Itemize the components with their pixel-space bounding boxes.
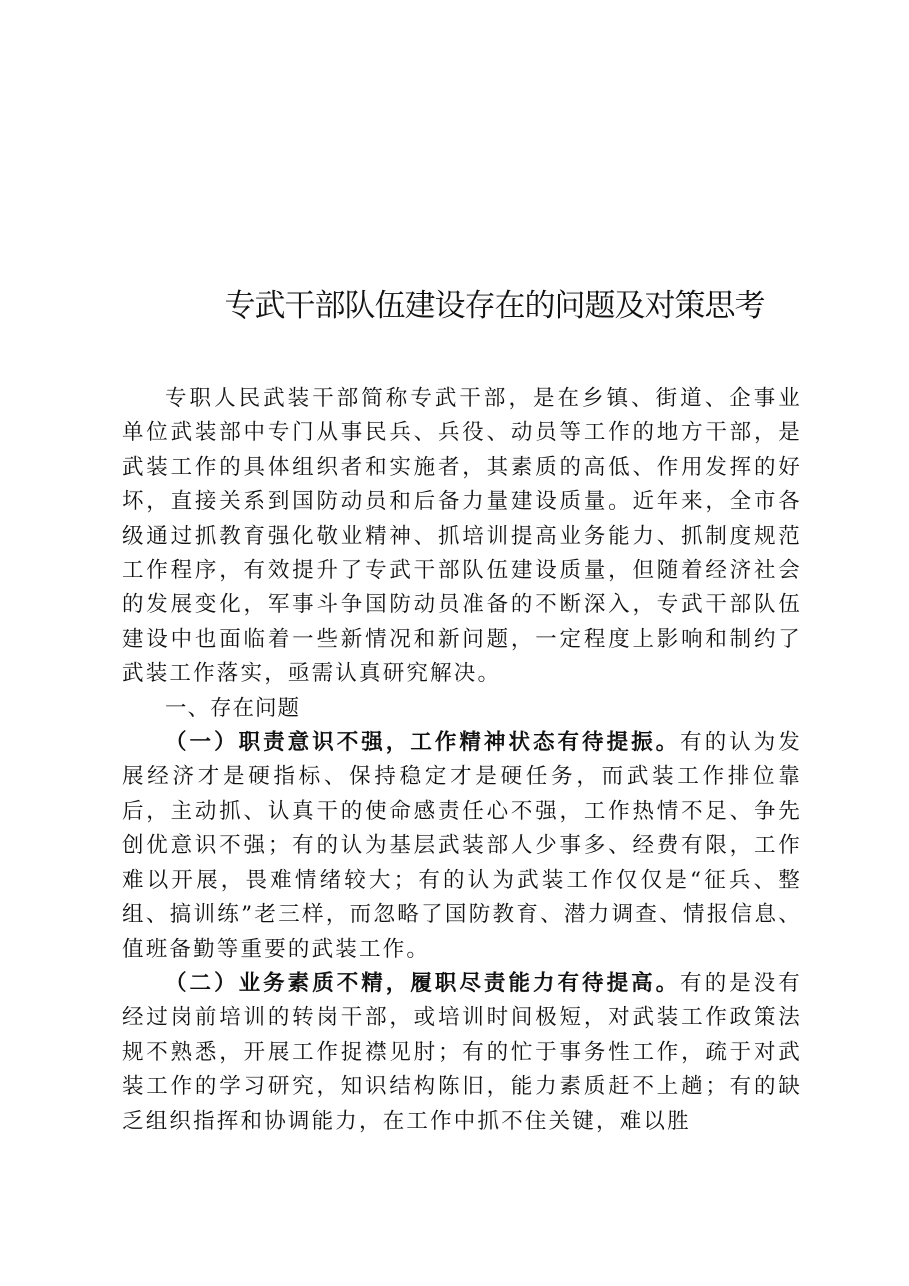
intro-paragraph: 专职人民武装干部简称专武干部，是在乡镇、街道、企事业单位武装部中专门从事民兵、兵役、动员等工作的地方干部，是武装工作的具体组织者和实施者，其素质的高低、作用发挥的好坏，直接关系到国防动员和后备力量建设质量。近年来，全市各级通过抓教育强化敬业精神、抓培训提高业务能力、抓制度规范工作程序，有效提升了专武干部队伍建设质量，但随着经济社会的发展变化，军事斗争国防动员准备的不断深入，专武干部队伍建设中也面临着一些新情况和新问题，一定程度上影响和制约了武装工作落实，亟需认真研究解决。 <box>122 386 802 687</box>
problem-2-body: 有的是没有经过岗前培训的转岗干部，或培训时间极短，对武装工作政策法规不熟悉，开展工作捉襟见肘；有的忙于事务性工作，疏于对武装工作的学习研究，知识结构陈旧，能力素质赶不上趟；有的缺乏组织指挥和协调能力，在工作中抓不住关键，难以胜 <box>122 970 802 1134</box>
problem-paragraph-2 <box>122 967 802 1139</box>
problem-1-body: 有的认为发展经济才是硬指标、保持稳定才是硬任务，而武装工作排位靠后，主动抓、认真干的使命感责任心不强，工作热情不足、争先创优意识不强；有的认为基层武装部人少事多、经费有限，工作难以开展，畏难情绪较大；有的认为武装工作仅仅是“征兵、整组、搞训练”老三样，而忽略了国防教育、潜力调查、情报信息、值班备勤等重要的武装工作。 <box>122 730 802 962</box>
document-body <box>122 382 802 1139</box>
problem-1-heading: （一）职责意识不强，工作精神状态有待提振。 <box>165 730 681 756</box>
problem-2-heading: （二）业务素质不精，履职尽责能力有待提高。 <box>165 970 681 996</box>
section-heading-problems: 一、存在问题 <box>165 695 301 721</box>
document-title: 专武干部队伍建设存在的问题及对策思考 <box>224 287 765 324</box>
problem-paragraph-1 <box>122 726 802 967</box>
